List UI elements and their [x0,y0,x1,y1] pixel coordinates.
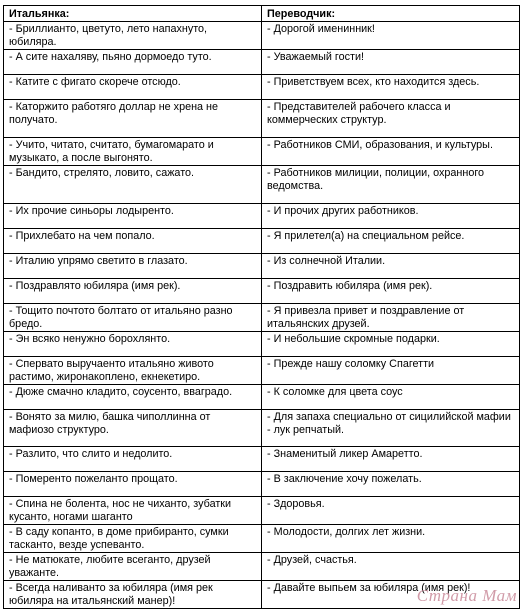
italian-phrase-cell: - Италию упрямо светито в глазато. [4,254,262,279]
table-row [4,497,520,525]
italian-phrase-cell: - Бриллианто, цветуто, лето напахнуто, юбиляра. [4,22,262,50]
table-row [4,22,520,50]
header-translator: Переводчик: [262,6,520,22]
italian-phrase-cell: - Вонято за милю, башка чиполлинна от мафиозо структуро. [4,410,262,447]
italian-phrase-cell: - Их прочие синьоры лодыренто. [4,204,262,229]
table-row [4,254,520,279]
italian-phrase-cell: - А сите нахаляву, пьяно дормоедо туто. [4,50,262,75]
table-row [4,472,520,497]
translation-cell: - Для запаха специально от сицилийской мафии - лук репчатый. [262,410,520,447]
italian-phrase-cell: - Не матюкате, любите всеганто, друзей уважанте. [4,553,262,581]
italian-phrase-cell: - Прихлебато на чем попало. [4,229,262,254]
translation-cell: - Дорогой именинник! [262,22,520,50]
translation-cell: - Поздравить юбиляра (имя рек). [262,279,520,304]
table-row [4,525,520,553]
translation-cell: - Работников милиции, полиции, охранного ведомства. [262,166,520,204]
table-row [4,332,520,357]
italian-phrase-cell: - Катите с фигато скорече отсюдо. [4,75,262,100]
table-row [4,553,520,581]
translation-cell: - Я привезла привет и поздравление от итальянских друзей. [262,304,520,332]
italian-phrase-cell: - Каторжито работяго доллар не хрена не получато. [4,100,262,138]
italian-phrase-cell: - Померенто пожеланто прощато. [4,472,262,497]
italian-phrase-cell: - Тощито почтото болтато от итальяно разно бредо. [4,304,262,332]
translation-cell: - Работников СМИ, образования, и культуры. [262,138,520,166]
translation-cell: - К соломке для цвета соус [262,385,520,410]
table-row [4,100,520,138]
site-watermark: Страна Мам [416,586,517,605]
table-row [4,447,520,472]
translation-cell: - Представителей рабочего класса и коммерческих структур. [262,100,520,138]
translation-cell: - Давайте выпьем за юбиляра (имя рек)! [262,581,520,609]
table-row [4,410,520,447]
translation-cell: - Знаменитый ликер Амаретто. [262,447,520,472]
italian-phrase-cell: - В саду копанто, в доме прибиранто, сумки тасканто, везде успеванто. [4,525,262,553]
italian-phrase-cell: - Дюже смачно кладито, соусенто, вваградо. [4,385,262,410]
phrase-table [3,5,520,609]
italian-phrase-cell: - Бандито, стрелято, ловито, сажато. [4,166,262,204]
table-row [4,75,520,100]
table-row [4,138,520,166]
table-row [4,50,520,75]
table-row [4,304,520,332]
italian-phrase-cell: - Учито, читато, считато, бумагомарато и музыкато, а после выгонято. [4,138,262,166]
translation-cell: - Уважаемый гости! [262,50,520,75]
italian-phrase-cell: - Поздравлято юбиляра (имя рек). [4,279,262,304]
translation-cell: - Здоровья. [262,497,520,525]
translation-cell: - В заключение хочу пожелать. [262,472,520,497]
translation-cell: - Я прилетел(а) на специальном рейсе. [262,229,520,254]
italian-phrase-cell: - Эн всяко ненужно борохлянто. [4,332,262,357]
translation-cell: - Приветствуем всех, кто находится здесь. [262,75,520,100]
translation-cell: - Прежде нашу соломку Спагетти [262,357,520,385]
italian-phrase-cell: - Разлито, что слито и недолито. [4,447,262,472]
table-row [4,204,520,229]
table-row [4,229,520,254]
italian-phrase-cell: - Всегда наливанто за юбиляра (имя рек юбиляра на итальянский манер)! [4,581,262,609]
italian-phrase-cell: - Спина не болента, нос не чиханто, зубатки кусанто, ногами шаганто [4,497,262,525]
translation-cell: - Из солнечной Италии. [262,254,520,279]
header-italian: Итальянка: [4,6,262,22]
translation-cell: - И прочих других работников. [262,204,520,229]
italian-phrase-cell: - Спервато выручаенто итальяно живото растимо, жиронакоплено, екнекетиро. [4,357,262,385]
header-row [4,6,520,22]
translation-cell: - Друзей, счастья. [262,553,520,581]
translation-cell: - Молодости, долгих лет жизни. [262,525,520,553]
table-row [4,357,520,385]
table-row [4,166,520,204]
table-row [4,385,520,410]
table-row [4,279,520,304]
translation-cell: - И небольшие скромные подарки. [262,332,520,357]
